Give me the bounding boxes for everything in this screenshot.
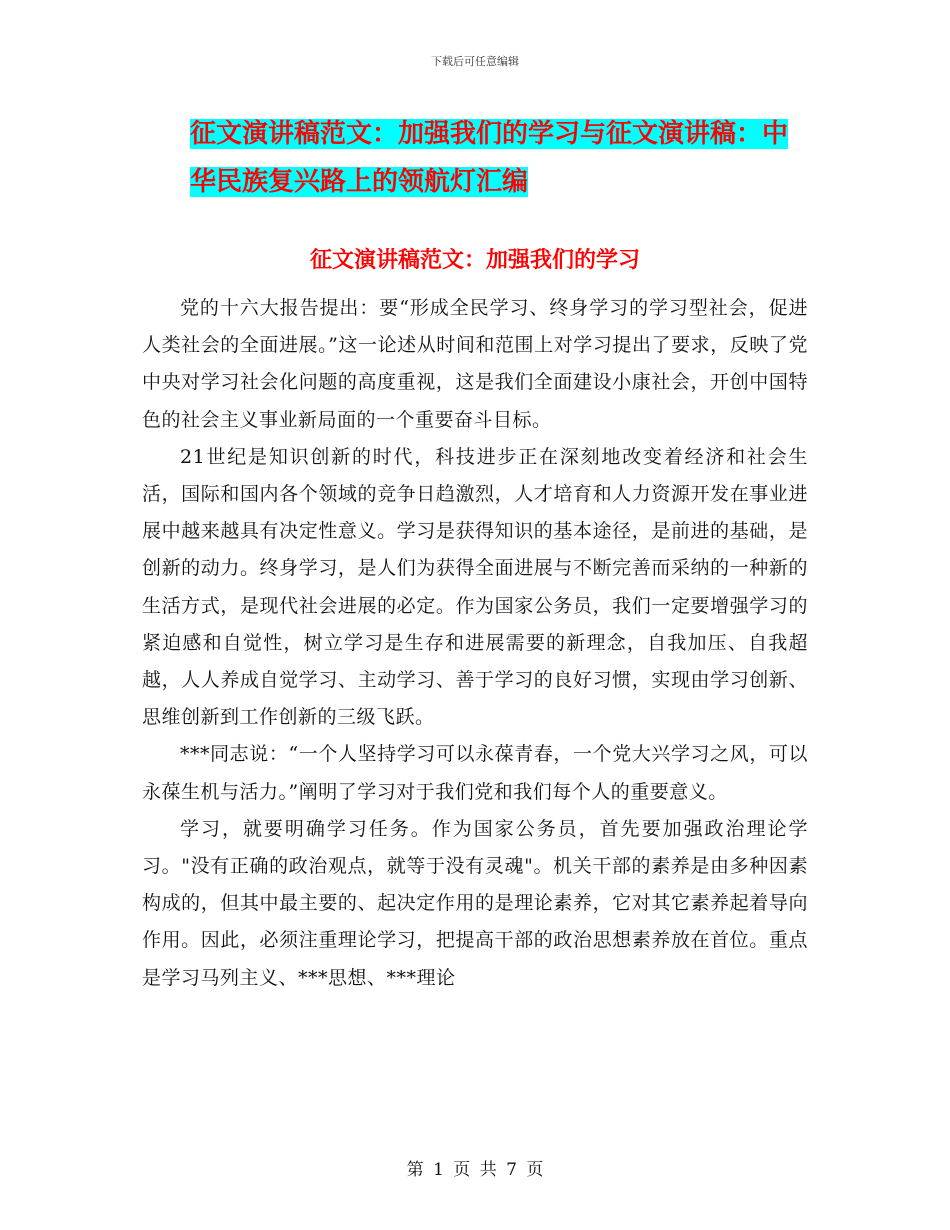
document-title-line-1: 征文演讲稿范文：加强我们的学习与征文演讲稿：中 xyxy=(190,119,789,149)
page-number-footer: 第 1 页 共 7 页 xyxy=(406,1160,544,1180)
paragraph-2: 21世纪是知识创新的时代，科技进步正在深刻地改变着经济和社会生活，国际和国内各个领域的竞争日趋激烈，人才培育和人力资源开发在事业进展中越来越具有决定性意义。学习是获得知识的基本途径，是前进的基础，是创新的动力。终身学习，是人们为获得全面进展与不断完善而采纳的一种新的生活方式，是现代社会进展的必定。作为国家公务员，我们一定要增强学习的紧迫感和自觉性，树立学习是生存和进展需要的新理念，自我加压、自我超越，人人养成自觉学习、主动学习、善于学习的良好习惯，实现由学习创新、思维创新到工作创新的三级飞跃。 xyxy=(142,445,808,729)
paragraph-3: ***同志说：“一个人坚持学习可以永葆青春，一个党大兴学习之风，可以永葆生机与活力。”阐明了学习对于我们党和我们每个人的重要意义。 xyxy=(142,743,808,803)
paragraph-1: 党的十六大报告提出：要“形成全民学习、终身学习的学习型社会，促进人类社会的全面进展。”这一论述从时间和范围上对学习提出了要求，反映了党中央对学习社会化问题的高度重视，这是我们全面建设小康社会，开创中国特色的社会主义事业新局面的一个重要奋斗目标。 xyxy=(142,297,808,431)
header-note: 下载后可任意编辑 xyxy=(431,55,519,68)
document-body xyxy=(142,290,808,997)
paragraph-4: 学习，就要明确学习任务。作为国家公务员，首先要加强政治理论学习。"没有正确的政治观点，就等于没有灵魂"。机关干部的素养是由多种因素构成的，但其中最主要的、起决定作用的是理论素养，它对其它素养起着导向作用。因此，必须注重理论学习，把提高干部的政治思想素养放在首位。重点是学习马列主义、***思想、***理论 xyxy=(142,817,808,989)
document-title xyxy=(190,110,830,206)
section-title: 征文演讲稿范文：加强我们的学习 xyxy=(309,248,640,273)
document-title-line-2: 华民族复兴路上的领航灯汇编 xyxy=(190,167,529,197)
